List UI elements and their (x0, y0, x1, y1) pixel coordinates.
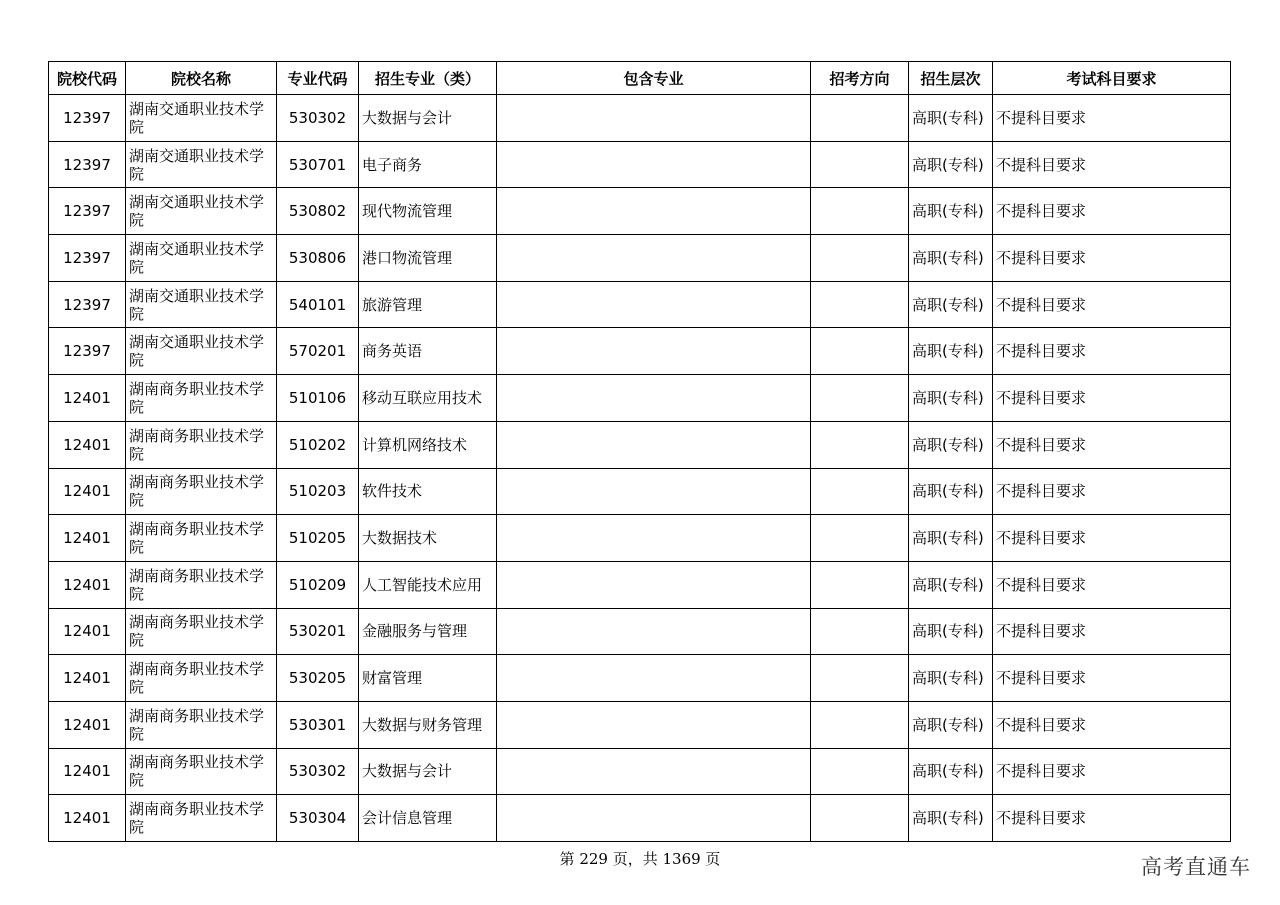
cell-included-majors (497, 328, 811, 375)
cell-direction (811, 375, 909, 422)
table-row (49, 95, 1231, 142)
cell-major-code: 510205 (277, 515, 359, 562)
header-major: 招生专业（类） (359, 62, 497, 95)
cell-school-code: 12397 (49, 95, 126, 142)
table-row (49, 608, 1231, 655)
cell-school-name: 湖南商务职业技术学院 (126, 608, 277, 655)
cell-school-name: 湖南交通职业技术学院 (126, 281, 277, 328)
cell-subject-requirement: 不提科目要求 (993, 561, 1231, 608)
header-direction: 招考方向 (811, 62, 909, 95)
cell-major-code: 570201 (277, 328, 359, 375)
cell-major-name: 旅游管理 (359, 281, 497, 328)
cell-included-majors (497, 561, 811, 608)
cell-direction (811, 608, 909, 655)
cell-level: 高职(专科) (909, 281, 993, 328)
cell-direction (811, 561, 909, 608)
cell-school-code: 12401 (49, 795, 126, 842)
cell-subject-requirement: 不提科目要求 (993, 281, 1231, 328)
cell-level: 高职(专科) (909, 655, 993, 702)
cell-school-code: 12401 (49, 468, 126, 515)
cell-direction (811, 141, 909, 188)
cell-major-code: 530301 (277, 701, 359, 748)
cell-level: 高职(专科) (909, 421, 993, 468)
cell-major-name: 大数据与会计 (359, 95, 497, 142)
cell-major-code: 530304 (277, 795, 359, 842)
cell-major-name: 商务英语 (359, 328, 497, 375)
cell-level: 高职(专科) (909, 188, 993, 235)
cell-subject-requirement: 不提科目要求 (993, 608, 1231, 655)
cell-major-code: 530302 (277, 748, 359, 795)
cell-school-name: 湖南商务职业技术学院 (126, 795, 277, 842)
admissions-table (48, 61, 1231, 842)
cell-subject-requirement: 不提科目要求 (993, 95, 1231, 142)
cell-school-name: 湖南商务职业技术学院 (126, 515, 277, 562)
cell-included-majors (497, 235, 811, 282)
cell-major-name: 人工智能技术应用 (359, 561, 497, 608)
cell-major-name: 金融服务与管理 (359, 608, 497, 655)
cell-level: 高职(专科) (909, 375, 993, 422)
cell-school-name: 湖南商务职业技术学院 (126, 561, 277, 608)
cell-major-code: 540101 (277, 281, 359, 328)
cell-included-majors (497, 141, 811, 188)
cell-major-name: 现代物流管理 (359, 188, 497, 235)
header-school-code: 院校代码 (49, 62, 126, 95)
cell-subject-requirement: 不提科目要求 (993, 655, 1231, 702)
cell-subject-requirement: 不提科目要求 (993, 375, 1231, 422)
cell-level: 高职(专科) (909, 235, 993, 282)
cell-subject-requirement: 不提科目要求 (993, 188, 1231, 235)
table-row (49, 515, 1231, 562)
cell-direction (811, 95, 909, 142)
cell-included-majors (497, 188, 811, 235)
cell-school-name: 湖南商务职业技术学院 (126, 748, 277, 795)
cell-school-name: 湖南商务职业技术学院 (126, 655, 277, 702)
cell-level: 高职(专科) (909, 701, 993, 748)
table-row (49, 281, 1231, 328)
cell-direction (811, 328, 909, 375)
cell-direction (811, 281, 909, 328)
watermark-text: 高考直通车 (1141, 855, 1251, 879)
table-row (49, 701, 1231, 748)
cell-school-name: 湖南交通职业技术学院 (126, 235, 277, 282)
cell-school-name: 湖南交通职业技术学院 (126, 188, 277, 235)
cell-school-name: 湖南商务职业技术学院 (126, 468, 277, 515)
cell-direction (811, 468, 909, 515)
cell-major-code: 530205 (277, 655, 359, 702)
cell-major-code: 530201 (277, 608, 359, 655)
cell-major-code: 510203 (277, 468, 359, 515)
cell-included-majors (497, 795, 811, 842)
cell-subject-requirement: 不提科目要求 (993, 748, 1231, 795)
header-included-majors: 包含专业 (497, 62, 811, 95)
cell-level: 高职(专科) (909, 141, 993, 188)
cell-major-name: 港口物流管理 (359, 235, 497, 282)
cell-subject-requirement: 不提科目要求 (993, 795, 1231, 842)
cell-major-name: 大数据技术 (359, 515, 497, 562)
cell-level: 高职(专科) (909, 468, 993, 515)
cell-included-majors (497, 655, 811, 702)
cell-direction (811, 748, 909, 795)
cell-included-majors (497, 515, 811, 562)
cell-direction (811, 795, 909, 842)
cell-direction (811, 188, 909, 235)
cell-direction (811, 235, 909, 282)
table-row (49, 748, 1231, 795)
cell-major-code: 530701 (277, 141, 359, 188)
cell-included-majors (497, 421, 811, 468)
cell-major-code: 530302 (277, 95, 359, 142)
header-major-code: 专业代码 (277, 62, 359, 95)
cell-school-code: 12401 (49, 701, 126, 748)
header-subject-requirement: 考试科目要求 (993, 62, 1231, 95)
cell-school-code: 12397 (49, 141, 126, 188)
cell-major-name: 电子商务 (359, 141, 497, 188)
cell-included-majors (497, 281, 811, 328)
cell-school-name: 湖南商务职业技术学院 (126, 701, 277, 748)
cell-direction (811, 515, 909, 562)
cell-school-code: 12401 (49, 748, 126, 795)
cell-major-code: 510106 (277, 375, 359, 422)
table-row (49, 561, 1231, 608)
cell-school-code: 12401 (49, 421, 126, 468)
cell-school-code: 12401 (49, 655, 126, 702)
cell-included-majors (497, 748, 811, 795)
cell-level: 高职(专科) (909, 561, 993, 608)
cell-subject-requirement: 不提科目要求 (993, 468, 1231, 515)
cell-major-name: 会计信息管理 (359, 795, 497, 842)
cell-level: 高职(专科) (909, 748, 993, 795)
cell-school-code: 12397 (49, 281, 126, 328)
cell-major-name: 计算机网络技术 (359, 421, 497, 468)
page-number: 第 229 页，共 1369 页 (559, 850, 721, 868)
cell-subject-requirement: 不提科目要求 (993, 421, 1231, 468)
cell-included-majors (497, 701, 811, 748)
cell-direction (811, 701, 909, 748)
table-row (49, 188, 1231, 235)
cell-included-majors (497, 95, 811, 142)
cell-major-name: 软件技术 (359, 468, 497, 515)
cell-major-code: 510202 (277, 421, 359, 468)
cell-major-code: 530806 (277, 235, 359, 282)
cell-major-name: 财富管理 (359, 655, 497, 702)
cell-major-name: 大数据与财务管理 (359, 701, 497, 748)
table-row (49, 655, 1231, 702)
cell-major-name: 大数据与会计 (359, 748, 497, 795)
cell-level: 高职(专科) (909, 515, 993, 562)
cell-level: 高职(专科) (909, 328, 993, 375)
table-row (49, 328, 1231, 375)
cell-included-majors (497, 608, 811, 655)
cell-subject-requirement: 不提科目要求 (993, 141, 1231, 188)
cell-subject-requirement: 不提科目要求 (993, 701, 1231, 748)
header-row (49, 62, 1231, 95)
cell-level: 高职(专科) (909, 95, 993, 142)
table-row (49, 375, 1231, 422)
header-school-name: 院校名称 (126, 62, 277, 95)
cell-school-name: 湖南交通职业技术学院 (126, 328, 277, 375)
cell-direction (811, 421, 909, 468)
table-row (49, 235, 1231, 282)
cell-included-majors (497, 468, 811, 515)
cell-school-code: 12397 (49, 328, 126, 375)
cell-school-code: 12401 (49, 608, 126, 655)
cell-major-code: 510209 (277, 561, 359, 608)
cell-school-code: 12401 (49, 375, 126, 422)
cell-school-code: 12397 (49, 188, 126, 235)
header-level: 招生层次 (909, 62, 993, 95)
cell-direction (811, 655, 909, 702)
cell-major-code: 530802 (277, 188, 359, 235)
table-row (49, 141, 1231, 188)
table-row (49, 421, 1231, 468)
cell-level: 高职(专科) (909, 608, 993, 655)
table-row (49, 795, 1231, 842)
cell-school-name: 湖南商务职业技术学院 (126, 375, 277, 422)
cell-level: 高职(专科) (909, 795, 993, 842)
cell-school-code: 12397 (49, 235, 126, 282)
cell-subject-requirement: 不提科目要求 (993, 235, 1231, 282)
cell-school-code: 12401 (49, 561, 126, 608)
cell-school-name: 湖南交通职业技术学院 (126, 95, 277, 142)
cell-school-name: 湖南交通职业技术学院 (126, 141, 277, 188)
cell-school-code: 12401 (49, 515, 126, 562)
cell-subject-requirement: 不提科目要求 (993, 328, 1231, 375)
cell-included-majors (497, 375, 811, 422)
cell-school-name: 湖南商务职业技术学院 (126, 421, 277, 468)
cell-subject-requirement: 不提科目要求 (993, 515, 1231, 562)
cell-major-name: 移动互联应用技术 (359, 375, 497, 422)
table-row (49, 468, 1231, 515)
